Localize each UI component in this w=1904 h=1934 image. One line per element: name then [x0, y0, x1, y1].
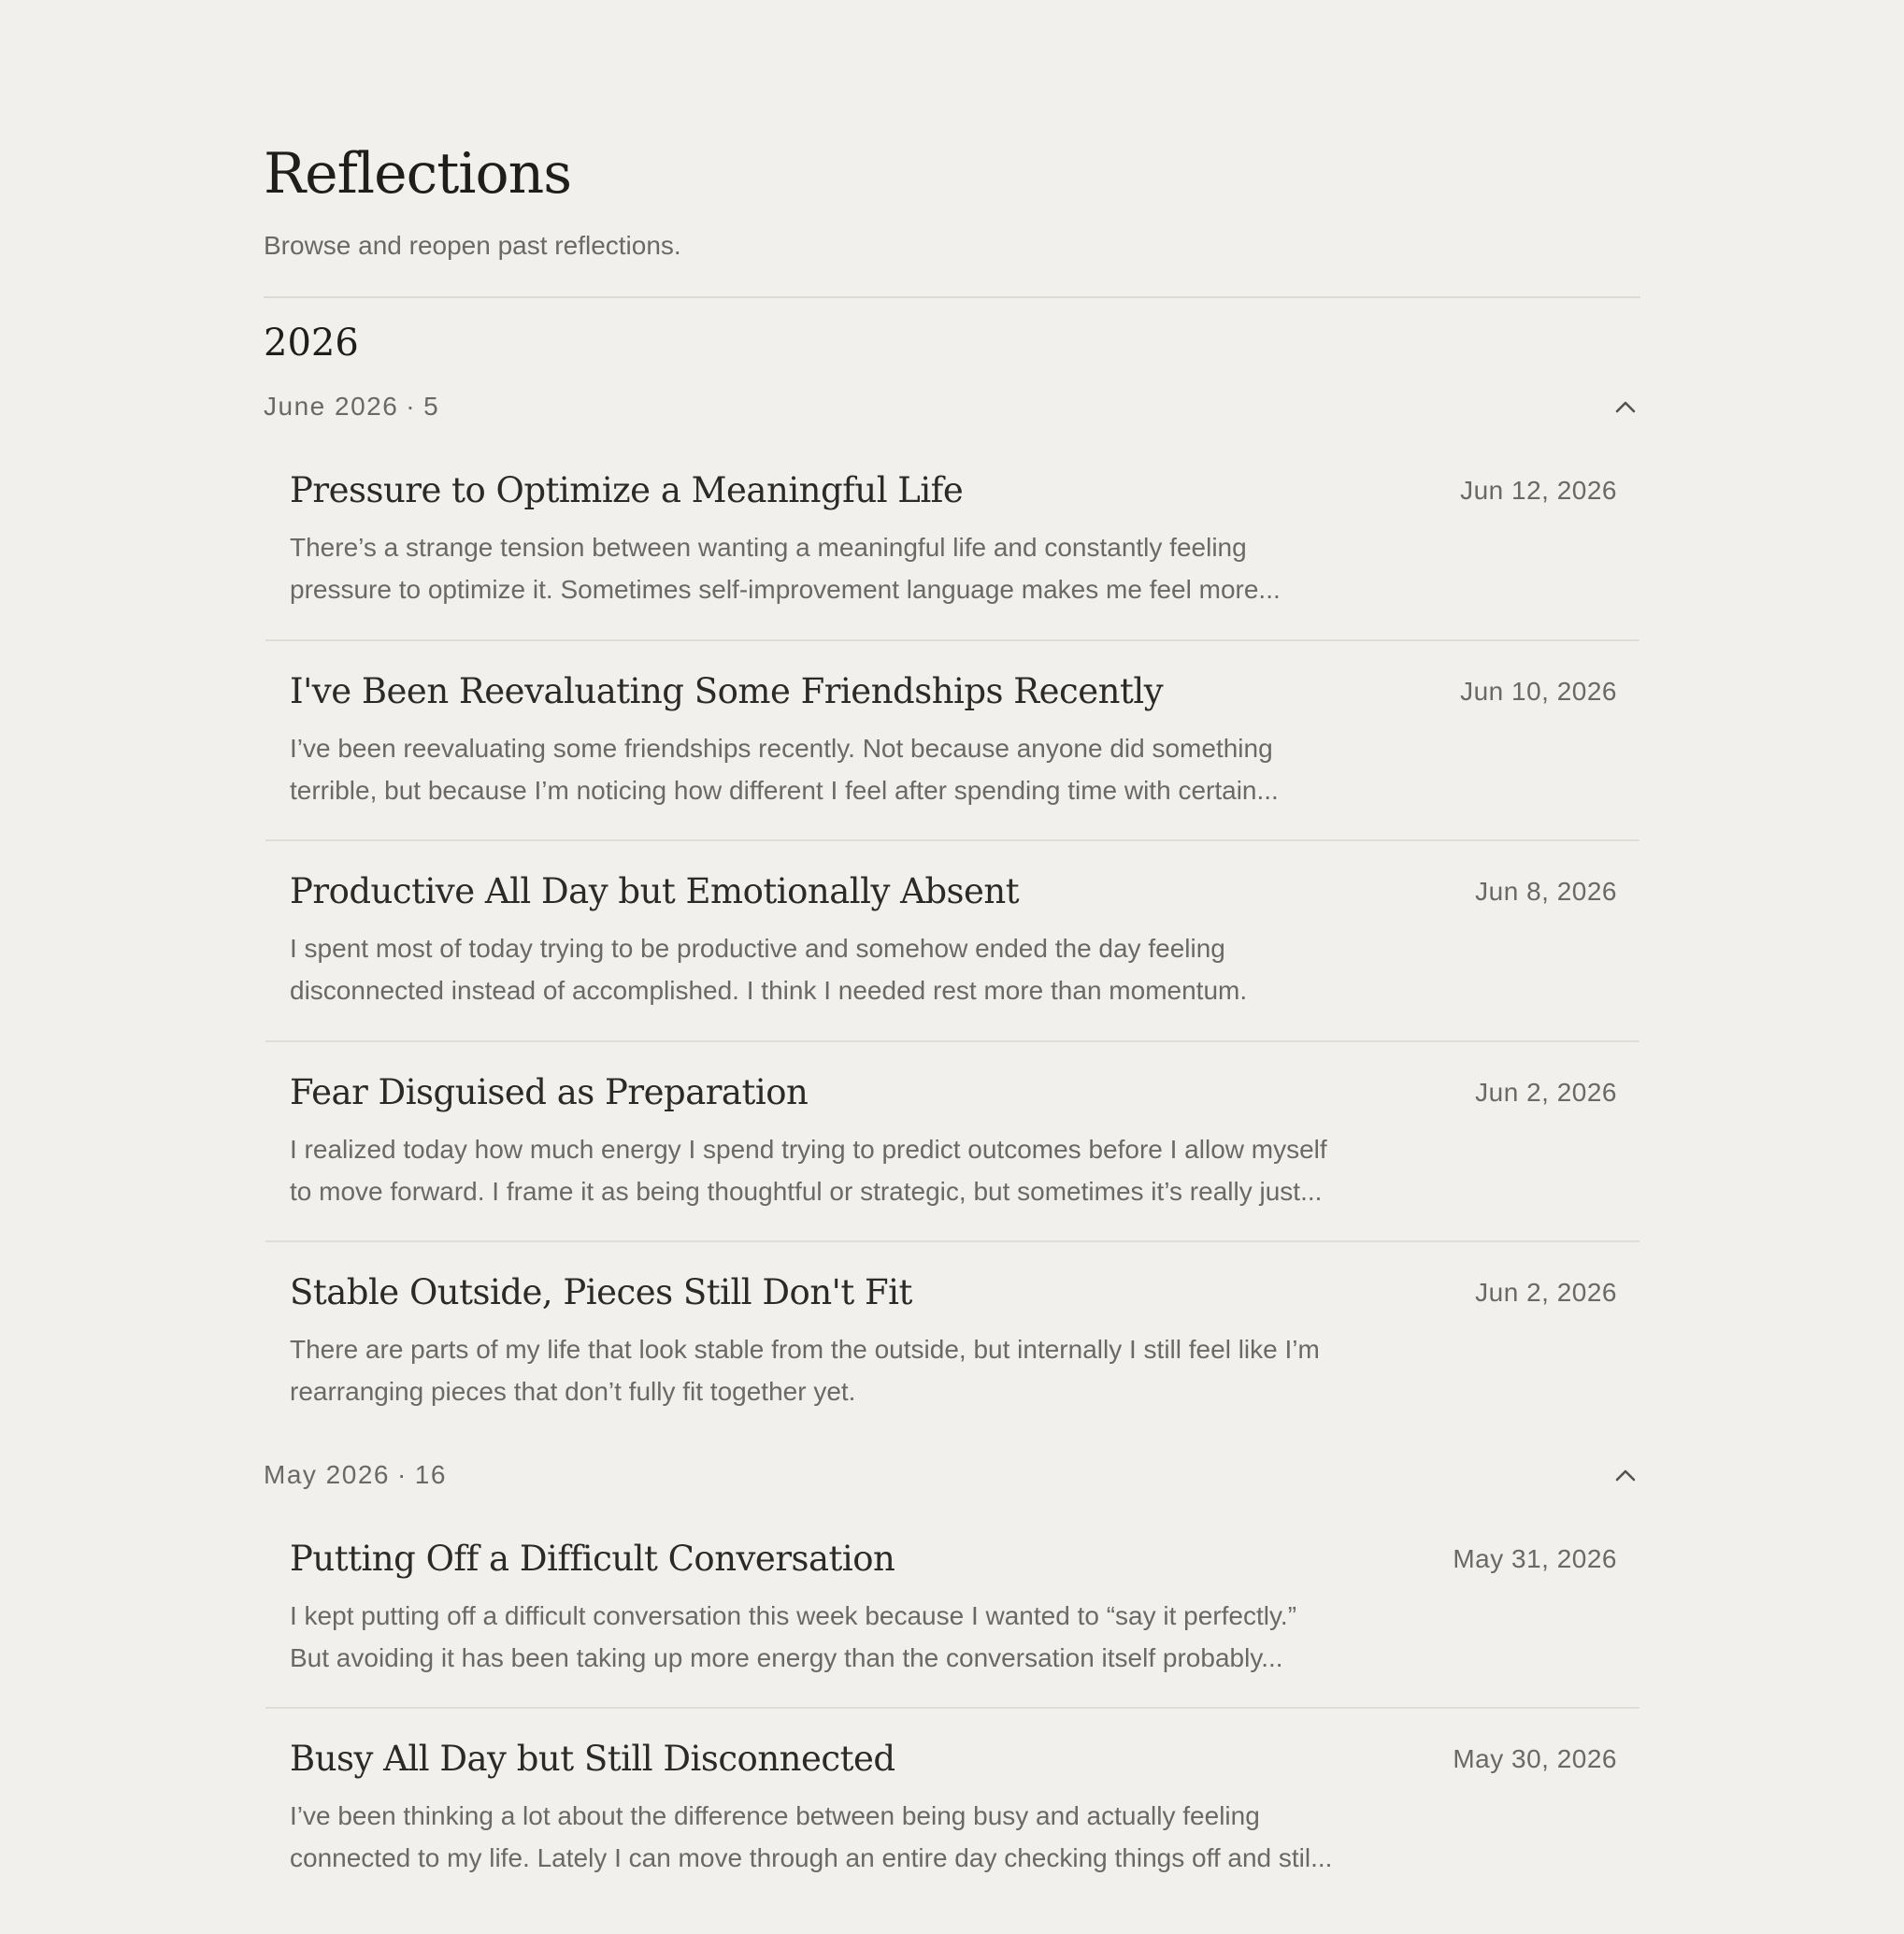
entry-date: May 30, 2026 [1453, 1744, 1617, 1773]
month-header-june-2026[interactable] [264, 386, 1640, 427]
entry-date: Jun 2, 2026 [1475, 1278, 1617, 1307]
excerpt-line: connected to my life. Lately I can move through an entire day checking things off and stil... [290, 1843, 1333, 1872]
reflection-entry[interactable] [264, 667, 1640, 867]
entry-divider [265, 1707, 1639, 1709]
chevron-up-icon[interactable] [1612, 394, 1639, 420]
excerpt-line: But avoiding it has been taking up more energy than the conversation itself probably... [290, 1643, 1283, 1672]
chevron-up-icon[interactable] [1612, 1462, 1639, 1488]
header-divider [264, 296, 1640, 298]
month-count: 5 [423, 392, 440, 421]
excerpt-line: I kept putting off a difficult conversation this week because I wanted to “say it perfectly.” [290, 1601, 1297, 1630]
year-heading: 2026 [264, 322, 359, 365]
month-count: 16 [414, 1460, 447, 1489]
entry-date: Jun 2, 2026 [1475, 1078, 1617, 1107]
excerpt-line: I’ve been reevaluating some friendships recently. Not because anyone did something [290, 734, 1273, 763]
entry-title: Putting Off a Difficult Conversation [290, 1539, 895, 1579]
page-subtitle: Browse and reopen past reflections. [264, 231, 681, 260]
entry-excerpt [290, 1128, 1505, 1212]
entry-date: Jun 10, 2026 [1460, 677, 1617, 706]
entry-excerpt [290, 1595, 1505, 1679]
entry-excerpt [290, 1328, 1505, 1412]
entry-excerpt [290, 1795, 1505, 1879]
entry-divider [265, 839, 1639, 841]
reflection-entry[interactable] [264, 1268, 1640, 1468]
entry-title: Pressure to Optimize a Meaningful Life [290, 470, 964, 510]
reflection-entry[interactable] [264, 1535, 1640, 1734]
entry-date: May 31, 2026 [1453, 1544, 1617, 1573]
month-name: May 2026 [264, 1460, 390, 1489]
month-name: June 2026 [264, 392, 399, 421]
month-label [264, 1460, 447, 1490]
reflection-entry[interactable] [264, 1068, 1640, 1268]
entry-title: Stable Outside, Pieces Still Don't Fit [290, 1272, 912, 1312]
entry-date: Jun 8, 2026 [1475, 877, 1617, 906]
reflection-entry[interactable] [264, 466, 1640, 666]
entry-title: Busy All Day but Still Disconnected [290, 1739, 895, 1779]
entry-excerpt [290, 526, 1505, 610]
month-separator: · [406, 392, 417, 421]
reflection-entry[interactable] [264, 1735, 1640, 1934]
entry-date: Jun 12, 2026 [1460, 476, 1617, 505]
page-title: Reflections [264, 141, 572, 207]
entry-excerpt [290, 927, 1505, 1011]
excerpt-line: I spent most of today trying to be productive and somehow ended the day feeling [290, 934, 1225, 963]
excerpt-line: terrible, but because I’m noticing how different I feel after spending time with certain... [290, 776, 1279, 805]
entry-divider [265, 1040, 1639, 1042]
entry-title: Productive All Day but Emotionally Absent [290, 871, 1020, 911]
excerpt-line: rearranging pieces that don’t fully fit together yet. [290, 1377, 856, 1406]
excerpt-line: I realized today how much energy I spend trying to predict outcomes before I allow myself [290, 1135, 1327, 1164]
excerpt-line: to move forward. I frame it as being thoughtful or strategic, but sometimes it’s really just... [290, 1177, 1323, 1206]
month-header-may-2026[interactable] [264, 1454, 1640, 1496]
excerpt-line: disconnected instead of accomplished. I think I needed rest more than momentum. [290, 976, 1248, 1005]
entry-title: I've Been Reevaluating Some Friendships Recently [290, 671, 1164, 711]
month-label [264, 392, 439, 422]
month-separator: · [396, 1460, 408, 1489]
entry-divider [265, 1240, 1639, 1242]
entry-divider [265, 639, 1639, 641]
reflection-entry[interactable] [264, 867, 1640, 1067]
excerpt-line: I’ve been thinking a lot about the difference between being busy and actually feeling [290, 1801, 1260, 1830]
entry-excerpt [290, 727, 1505, 811]
excerpt-line: pressure to optimize it. Sometimes self-improvement language makes me feel more... [290, 575, 1281, 604]
entry-title: Fear Disguised as Preparation [290, 1072, 809, 1112]
excerpt-line: There are parts of my life that look stable from the outside, but internally I still feel like I’m [290, 1335, 1320, 1364]
excerpt-line: There’s a strange tension between wanting a meaningful life and constantly feeling [290, 533, 1247, 562]
